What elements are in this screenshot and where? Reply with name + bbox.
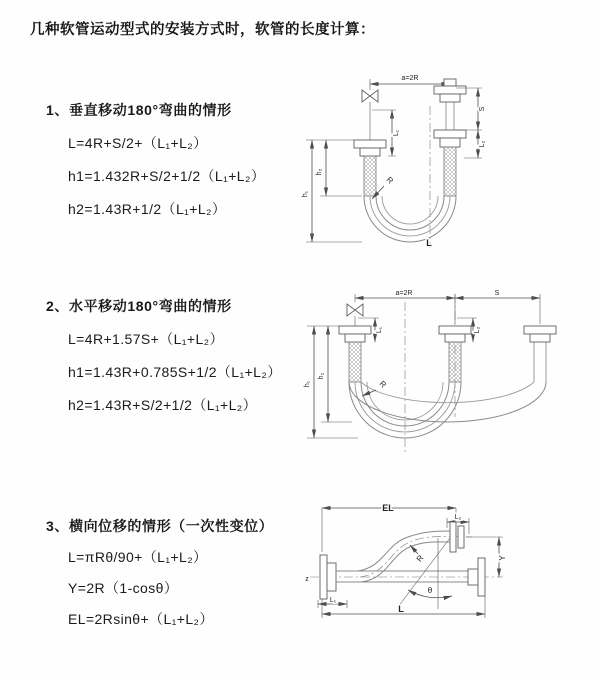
diagram-vertical-u-bend <box>298 66 560 271</box>
dim-l2-label: L₂ <box>454 514 462 521</box>
dim-l1-label: L₁ <box>376 326 383 334</box>
upper-flange <box>450 522 464 552</box>
section-3 <box>46 516 273 629</box>
dim-el-label: EL <box>382 503 394 513</box>
radius-leader <box>410 545 426 563</box>
left-fitting <box>339 326 371 342</box>
formula-2-L: L=4R+1.57S+（L₁+L₂） <box>68 331 224 347</box>
left-fitting <box>354 140 386 156</box>
middle-fitting <box>439 326 471 342</box>
radius-label: R <box>377 379 388 390</box>
formula-2-h2: h2=1.43R+S/2+1/2（L₁+L₂） <box>68 397 258 413</box>
hose-u-curves <box>349 382 546 438</box>
straight-pipe <box>336 571 470 582</box>
braided-hose-middle <box>449 342 461 382</box>
dim-a2r <box>355 290 540 324</box>
angle-theta-label: θ <box>427 586 433 595</box>
dim-h1-label: h₁ <box>302 190 309 198</box>
dim-s-label: S <box>479 106 486 112</box>
diagram-lateral-displacement <box>300 494 600 667</box>
s-curve-hose <box>336 531 450 582</box>
dim-h2-label: h₂ <box>316 168 323 176</box>
formula-3-Y: Y=2R（1-cosθ） <box>68 580 179 596</box>
dim-l2-label: L₂ <box>474 326 481 334</box>
diagram-horizontal-u-bend <box>300 282 600 472</box>
length-label: L <box>426 238 432 248</box>
dim-a2r-label: a=2R <box>401 75 419 82</box>
section-1 <box>46 100 265 219</box>
dim-h1 <box>302 140 362 242</box>
dim-h1-label: h₁ <box>304 380 311 388</box>
dim-s <box>455 290 540 298</box>
dim-l1-label: L₁ <box>393 129 400 137</box>
right-fitting-upper <box>434 79 466 130</box>
left-flange <box>320 555 336 599</box>
dim-s-label: S <box>494 290 500 297</box>
dim-l2 <box>464 130 486 158</box>
dim-l1-label: L₁ <box>329 597 337 604</box>
dim-y-label: Y <box>498 555 507 561</box>
section-3-heading: 3、横向位移的情形（一次性变位） <box>46 518 274 534</box>
formula-3-L: L=πRθ/90+（L₁+L₂） <box>68 549 208 565</box>
right-fitting <box>524 326 556 382</box>
valve-icon <box>362 90 378 102</box>
formula-2-h1: h1=1.43R+0.785S+1/2（L₁+L₂） <box>68 364 282 380</box>
formula-1-L: L=4R+S/2+（L₁+L₂） <box>68 135 208 151</box>
hose-u-curves <box>364 196 456 242</box>
braided-hose-left <box>364 156 376 196</box>
dim-l-label: L <box>398 604 404 614</box>
braided-hose-right <box>444 147 456 196</box>
centerline-mark: z <box>305 576 309 583</box>
formula-1-h1: h1=1.432R+S/2+1/2（L₁+L₂） <box>68 168 266 184</box>
radius-leader <box>362 379 388 396</box>
right-fitting <box>468 558 485 596</box>
radius-label: R <box>384 175 395 186</box>
formula-3-EL: EL=2Rsinθ+（L₁+L₂） <box>68 611 214 627</box>
page-title: 几种软管运动型式的安装方式时，软管的长度计算： <box>30 22 375 38</box>
dim-h2-label: h₂ <box>318 372 325 380</box>
valve-icon <box>347 304 363 316</box>
section-2 <box>46 296 282 415</box>
formula-1-h2: h2=1.43R+1/2（L₁+L₂） <box>68 201 227 217</box>
dim-el <box>322 503 456 552</box>
dim-a2r-label: a=2R <box>395 290 413 297</box>
radius-label: R <box>414 553 426 564</box>
section-1-heading: 1、垂直移动180°弯曲的情形 <box>46 102 232 118</box>
dim-l2-label: L₂ <box>479 140 486 148</box>
right-fitting-lower <box>434 130 466 147</box>
section-2-heading: 2、水平移动180°弯曲的情形 <box>46 298 232 314</box>
braided-hose-left <box>349 342 361 382</box>
